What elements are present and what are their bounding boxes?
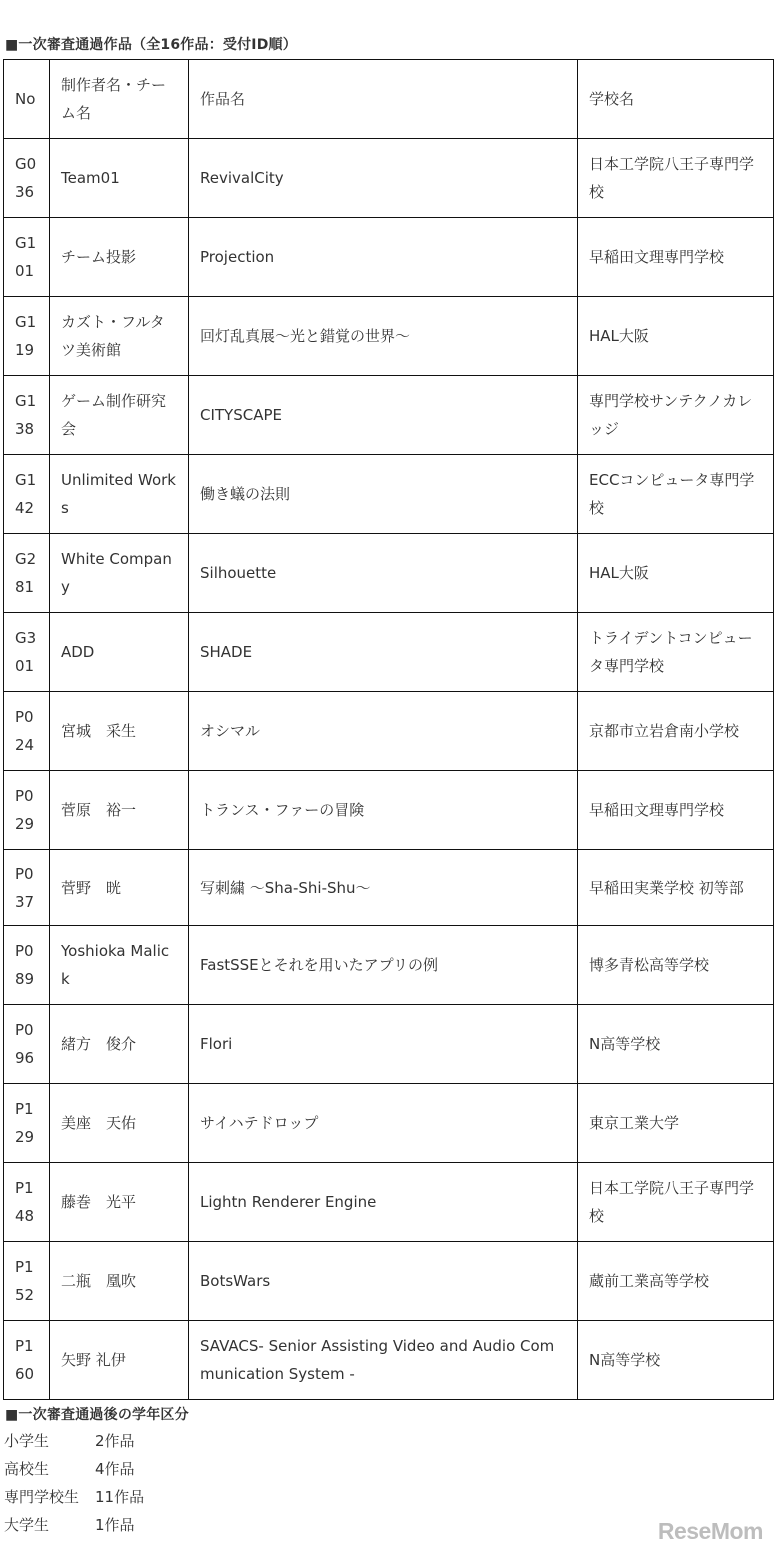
cell-creator: 菅野 晄 — [50, 850, 189, 926]
cell-school: トライデントコンピュータ専門学校 — [578, 613, 774, 692]
cell-title: 回灯乱真展～光と錯覚の世界～ — [189, 297, 578, 376]
table-header-row — [4, 60, 774, 139]
cell-title: Projection — [189, 218, 578, 297]
cell-title: SHADE — [189, 613, 578, 692]
grade-breakdown-heading: ■一次審査通過後の学年区分 — [5, 1407, 189, 1423]
table-row — [4, 139, 774, 218]
grade-breakdown-list — [4, 1427, 144, 1539]
table-row — [4, 926, 774, 1005]
cell-title: サイハテドロップ — [189, 1084, 578, 1163]
cell-school: 東京工業大学 — [578, 1084, 774, 1163]
cell-creator: 緒方 俊介 — [50, 1005, 189, 1084]
cell-no: G119 — [4, 297, 50, 376]
grade-label: 大学生 — [4, 1516, 50, 1534]
cell-creator: 藤巻 光平 — [50, 1163, 189, 1242]
cell-no: P029 — [4, 771, 50, 850]
cell-school: 早稲田文理専門学校 — [578, 771, 774, 850]
cell-creator: Unlimited Works — [50, 455, 189, 534]
grade-label: 専門学校生 — [4, 1488, 80, 1506]
cell-school: 日本工学院八王子専門学校 — [578, 139, 774, 218]
cell-title: RevivalCity — [189, 139, 578, 218]
table-row — [4, 376, 774, 455]
cell-no: P089 — [4, 926, 50, 1005]
cell-title: FastSSEとそれを用いたアプリの例 — [189, 926, 578, 1005]
table-row — [4, 218, 774, 297]
table-row — [4, 534, 774, 613]
cell-school: HAL大阪 — [578, 297, 774, 376]
resemom-logo: ReseMom — [657, 1518, 763, 1544]
grade-label: 高校生 — [4, 1460, 50, 1478]
cell-creator: 菅原 裕一 — [50, 771, 189, 850]
cell-creator: 矢野 礼伊 — [50, 1321, 189, 1400]
list-item — [4, 1483, 144, 1511]
table-row — [4, 1005, 774, 1084]
cell-creator: ゲーム制作研究会 — [50, 376, 189, 455]
cell-no: P160 — [4, 1321, 50, 1400]
grade-label: 小学生 — [4, 1432, 50, 1450]
grade-count: 2作品 — [95, 1432, 135, 1450]
cell-title: オシマル — [189, 692, 578, 771]
cell-creator: White Company — [50, 534, 189, 613]
header-no: No — [4, 60, 50, 139]
cell-no: G036 — [4, 139, 50, 218]
cell-school: N高等学校 — [578, 1321, 774, 1400]
cell-no: P024 — [4, 692, 50, 771]
cell-title: トランス・ファーの冒険 — [189, 771, 578, 850]
cell-school: 専門学校サンテクノカレッジ — [578, 376, 774, 455]
header-creator: 制作者名・チーム名 — [50, 60, 189, 139]
cell-creator: Yoshioka Malick — [50, 926, 189, 1005]
cell-creator: チーム投影 — [50, 218, 189, 297]
cell-no: G138 — [4, 376, 50, 455]
cell-school: ECCコンピュータ専門学校 — [578, 455, 774, 534]
table-row — [4, 692, 774, 771]
works-table — [3, 59, 774, 1400]
cell-no: P037 — [4, 850, 50, 926]
cell-no: P096 — [4, 1005, 50, 1084]
table-row — [4, 455, 774, 534]
cell-school: 早稲田実業学校 初等部 — [578, 850, 774, 926]
cell-no: G142 — [4, 455, 50, 534]
list-item — [4, 1511, 144, 1539]
table-row — [4, 771, 774, 850]
cell-creator: 美座 天佑 — [50, 1084, 189, 1163]
cell-no: G281 — [4, 534, 50, 613]
list-item — [4, 1455, 144, 1483]
cell-school: 蔵前工業高等学校 — [578, 1242, 774, 1321]
cell-school: HAL大阪 — [578, 534, 774, 613]
cell-title: Lightn Renderer Engine — [189, 1163, 578, 1242]
table-row — [4, 850, 774, 926]
cell-creator: Team01 — [50, 139, 189, 218]
grade-count: 4作品 — [95, 1460, 135, 1478]
header-title: 作品名 — [189, 60, 578, 139]
cell-school: 早稲田文理専門学校 — [578, 218, 774, 297]
cell-creator: 二瓶 凰吹 — [50, 1242, 189, 1321]
cell-title: CITYSCAPE — [189, 376, 578, 455]
cell-creator: ADD — [50, 613, 189, 692]
works-table-heading: ■一次審査通過作品（全16作品：受付ID順） — [5, 37, 297, 53]
cell-title: 写刺繍 ～Sha-Shi-Shu～ — [189, 850, 578, 926]
cell-school: 日本工学院八王子専門学校 — [578, 1163, 774, 1242]
cell-title: BotsWars — [189, 1242, 578, 1321]
cell-school: 京都市立岩倉南小学校 — [578, 692, 774, 771]
cell-no: P148 — [4, 1163, 50, 1242]
cell-school: 博多青松高等学校 — [578, 926, 774, 1005]
table-row — [4, 613, 774, 692]
cell-no: P152 — [4, 1242, 50, 1321]
cell-creator: 宮城 采生 — [50, 692, 189, 771]
cell-title: SAVACS- Senior Assisting Video and Audio Communication System - — [189, 1321, 578, 1400]
list-item — [4, 1427, 144, 1455]
table-row — [4, 297, 774, 376]
table-row — [4, 1163, 774, 1242]
cell-title: 働き蟻の法則 — [189, 455, 578, 534]
cell-no: P129 — [4, 1084, 50, 1163]
table-row — [4, 1321, 774, 1400]
header-school: 学校名 — [578, 60, 774, 139]
cell-no: G301 — [4, 613, 50, 692]
cell-creator: カズト・フルタツ美術館 — [50, 297, 189, 376]
cell-no: G101 — [4, 218, 50, 297]
table-row — [4, 1084, 774, 1163]
grade-count: 1作品 — [95, 1516, 135, 1534]
cell-title: Silhouette — [189, 534, 578, 613]
cell-school: N高等学校 — [578, 1005, 774, 1084]
table-row — [4, 1242, 774, 1321]
grade-count: 11作品 — [95, 1488, 145, 1506]
cell-title: Flori — [189, 1005, 578, 1084]
